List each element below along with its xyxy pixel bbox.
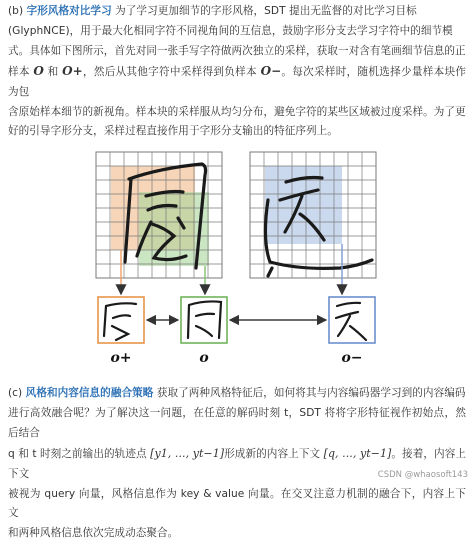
watermark: CSDN @whaosoft143 <box>377 470 468 480</box>
math-context: [q, ..., yt−1] <box>323 446 392 460</box>
section-c-line3c: 。接着，内容上下文 <box>8 447 467 480</box>
section-b-line1: 为了学习更加细节的字形风格，SDT 提出无监督的对比学习目标 <box>115 5 417 17</box>
section-c-line1: 获取了两种风格特征后，如何将其与内容编码器学习到的内容编码 <box>156 387 466 399</box>
section-b-line4c: ，然后从其他字符中采样得到负样本 <box>82 65 257 78</box>
section-b-line2: (GlyphNCE)，用于最大化相同字符不同视角间的互信息，鼓励字形分支去学习字符中的细节模 <box>8 24 453 37</box>
symbol-o-minus: O− <box>260 63 282 78</box>
section-b-line5: 含原始样本细节的新视角。样本块的采样服从均匀分布，避免字符的某些区域被过度采样。为了更 <box>8 105 466 118</box>
section-b-line4d: 。每次采样时，随机选择少量样本块作为包 <box>8 65 466 98</box>
section-b-line4b: 和 <box>47 65 59 78</box>
section-b-heading: 字形风格对比学习 <box>26 5 112 17</box>
section-b-line6: 好的引导字形分支，采样过程直接作用于字形分支输出的特征序列上。 <box>8 125 338 138</box>
math-trajectory: [y1, ..., yt−1] <box>150 446 225 460</box>
symbol-o-plus: O+ <box>62 63 83 78</box>
section-b-tag: (b) <box>8 5 24 17</box>
section-c-heading: 风格和内容信息的融合策略 <box>25 387 154 399</box>
label-o-minus: o− <box>341 350 363 366</box>
section-c-line4: 被视为 query 向量，风格信息作为 key & value 向量。在交叉注意力机制的融合下，内容上下文 <box>8 487 466 520</box>
label-o-plus: o+ <box>110 350 132 366</box>
right-character-grid <box>250 152 376 278</box>
section-b-line4a: 样本 <box>8 65 30 78</box>
section-c-line3a: q 和 t 时刻之前输出的轨迹点 <box>8 447 147 460</box>
section-c-line5: 和两种风格信息依次完成动态聚合。 <box>8 527 179 540</box>
left-character-grid <box>96 152 222 278</box>
symbol-o: O <box>33 63 44 78</box>
section-c-tag: (c) <box>8 387 23 399</box>
section-c-line3b: 形成新的内容上下文 <box>224 447 321 460</box>
section-b-line3: 式。具体如下图所示，首先对同一张手写字符做两次独立的采样，获取一对含有笔画细节信息的正 <box>8 44 466 57</box>
section-c-line2: 进行高效融合呢？为了解决这一问题，在任意的解码时刻 t，SDT 将将字形特征视作初始点，然后结合 <box>8 406 466 439</box>
section-c-paragraph <box>8 384 466 544</box>
label-o: o <box>199 350 209 366</box>
